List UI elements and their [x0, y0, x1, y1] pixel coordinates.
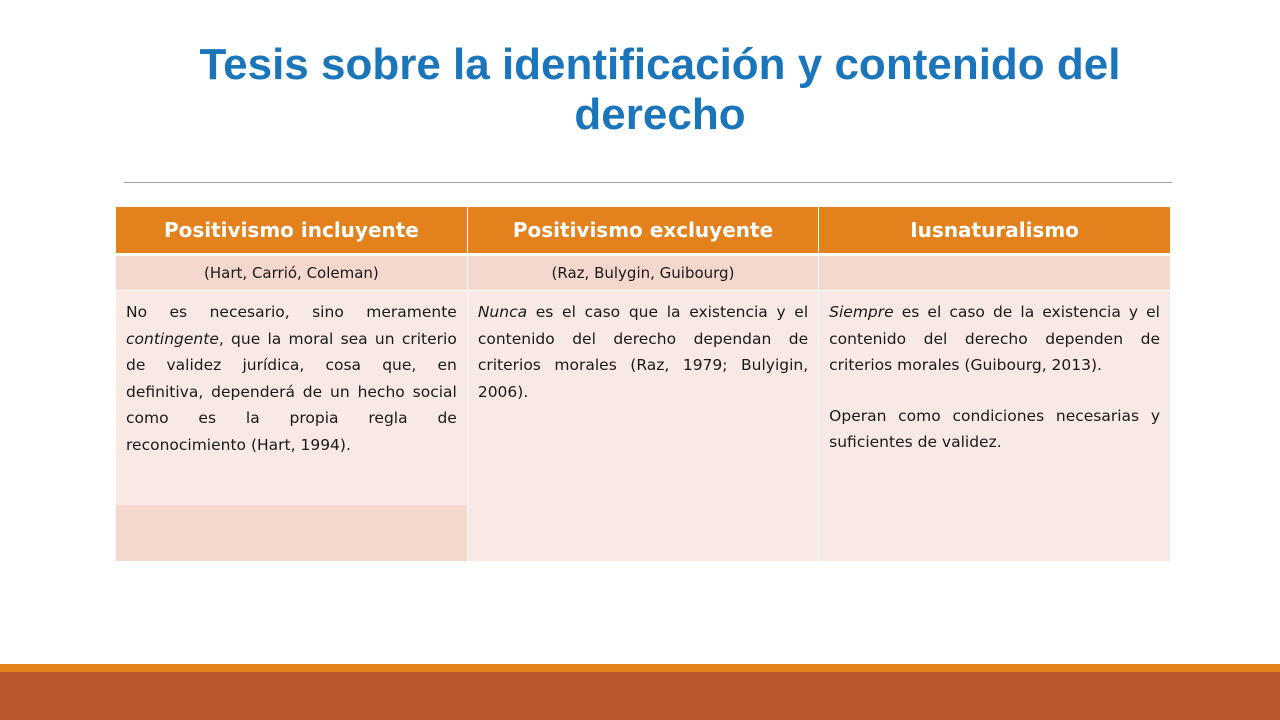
description-cell-excluyente — [467, 291, 818, 562]
body-text: Operan como condiciones necesarias y suficientes de validez. — [829, 406, 1160, 451]
authors-incluyente: (Hart, Carrió, Coleman) — [116, 255, 467, 291]
footer-band — [0, 672, 1280, 720]
empty-cell — [116, 505, 467, 561]
emphasis-text: Nunca — [477, 303, 528, 321]
description-paragraph — [126, 299, 457, 458]
description-row — [116, 291, 1170, 562]
description-text — [819, 291, 1170, 456]
emphasis-text: contingente — [126, 329, 219, 348]
table-header-row — [116, 207, 1170, 255]
description-paragraph — [829, 299, 1160, 379]
footer-accent-band — [0, 664, 1280, 672]
header-positivismo-incluyente: Positivismo incluyente — [116, 207, 467, 255]
comparison-table — [116, 207, 1170, 561]
description-text — [468, 291, 818, 405]
authors-excluyente: (Raz, Bulygin, Guibourg) — [467, 255, 818, 291]
description-cell-incluyente — [116, 291, 467, 562]
description-cell-iusnaturalismo — [819, 291, 1170, 562]
slide-title: Tesis sobre la identificación y contenido del derecho — [199, 40, 1121, 139]
authors-row — [116, 255, 1170, 291]
emphasis-text: Siempre — [829, 303, 894, 321]
authors-iusnaturalismo — [819, 255, 1170, 291]
header-iusnaturalismo: Iusnaturalismo — [819, 207, 1170, 255]
description-paragraph — [829, 403, 1160, 456]
body-text: es el caso que la existencia y el contenido del derecho dependan de criterios morales (Raz, 1979; Bulyigin, 2006). — [477, 303, 809, 401]
body-text: , que la moral sea un criterio de validez jurídica, cosa que, en definitiva, dependerá de un hecho social como es la propia regla de reconocimiento (Hart, 1994). — [126, 329, 457, 454]
header-positivismo-excluyente: Positivismo excluyente — [467, 207, 818, 255]
title-divider — [124, 182, 1172, 183]
body-text: No es necesario, sino meramente — [126, 303, 457, 321]
body-text: es el caso de la existencia y el contenido del derecho dependen de criterios morales (Guibourg, 2013). — [829, 303, 1160, 374]
description-text — [116, 291, 467, 505]
description-paragraph — [478, 299, 808, 405]
